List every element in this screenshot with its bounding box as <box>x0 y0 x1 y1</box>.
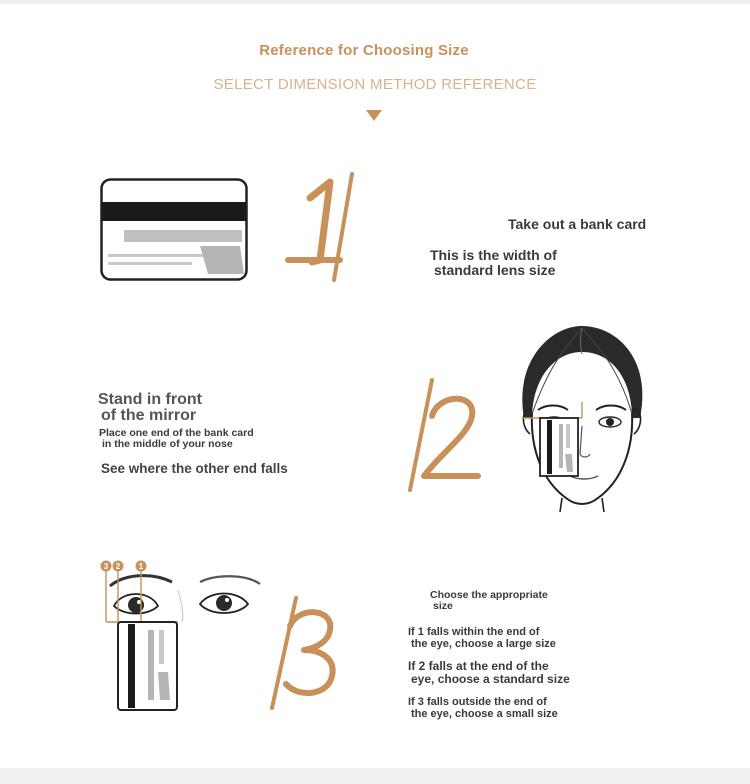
step-3-numeral <box>262 592 346 712</box>
rule-large-size <box>408 626 648 650</box>
step-2-note: See where the other end falls <box>101 461 288 476</box>
down-triangle-icon <box>366 110 382 121</box>
step-2-title-line-1: Stand in front <box>98 391 202 408</box>
step-2-title <box>98 392 298 424</box>
step-2-instruction-line-2: in the middle of your nose <box>102 438 233 450</box>
rule-standard-line-2: eye, choose a standard size <box>411 672 570 686</box>
face-with-card-illustration <box>510 322 652 512</box>
rule-large-line-1: If 1 falls within the end of <box>408 626 540 638</box>
step-3-title-line-2: size <box>433 600 453 612</box>
eyes-with-card-illustration <box>98 560 270 716</box>
rule-large-line-2: the eye, choose a large size <box>411 638 556 650</box>
marker-2: 2 <box>115 562 121 571</box>
step-2-instruction-line-1: Place one end of the bank card <box>99 427 254 439</box>
step-2-title-line-2: of the mirror <box>101 407 197 424</box>
rule-standard-line-1: If 2 falls at the end of the <box>408 659 549 673</box>
step-1-note <box>430 248 630 278</box>
page-title: Reference for Choosing Size <box>259 42 469 59</box>
top-divider <box>0 0 750 4</box>
bottom-divider <box>0 768 750 784</box>
marker-1: 1 <box>138 562 144 571</box>
step-2-numeral <box>402 372 492 496</box>
step-3-title-line-1: Choose the appropriate <box>430 589 548 601</box>
step-2-instruction <box>99 428 339 450</box>
step-1-numeral <box>280 168 370 286</box>
step-1-note-line-2: standard lens size <box>434 262 556 278</box>
marker-3: 3 <box>103 562 109 571</box>
step-3-title <box>430 590 630 612</box>
page-subtitle: SELECT DIMENSION METHOD REFERENCE <box>213 76 537 93</box>
rule-small-line-1: If 3 falls outside the end of <box>408 696 547 708</box>
rule-small-line-2: the eye, choose a small size <box>411 708 558 720</box>
step-1-note-line-1: This is the width of <box>430 247 557 263</box>
bank-card-illustration <box>100 178 248 282</box>
step-1-instruction: Take out a bank card <box>508 216 647 232</box>
rule-standard-size <box>408 660 648 686</box>
rule-small-size <box>408 696 648 720</box>
